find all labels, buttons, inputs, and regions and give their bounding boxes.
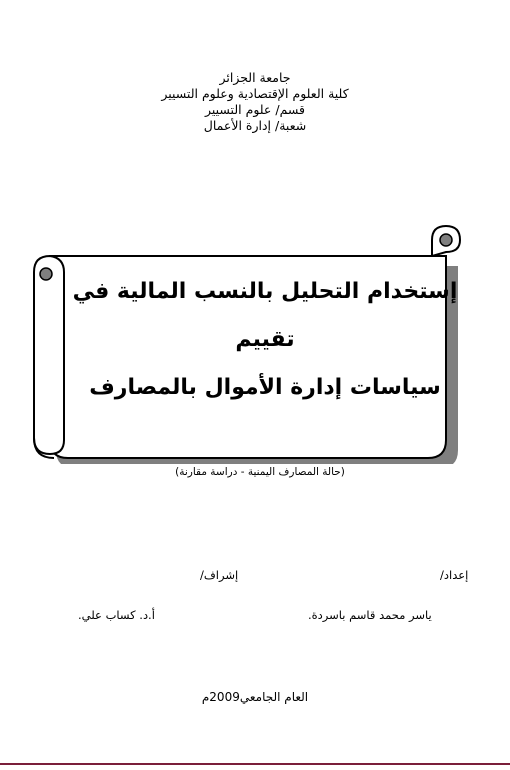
university-name: جامعة الجزائر [219, 70, 291, 85]
title-line-1: إستخدام التحليل بالنسب المالية في [72, 279, 458, 304]
author-name: ياسر محمد قاسم باسردة. [308, 608, 432, 622]
academic-year: العام الجامعي2009م [201, 690, 309, 704]
bottom-rule [0, 763, 510, 765]
case-study-subtitle: (حالة المصارف اليمنية - دراسة مقارنة) [175, 466, 345, 478]
institution-header [0, 70, 510, 134]
supervised-by-label: إشراف/ [200, 568, 239, 582]
title-line-2: تقييم [235, 327, 295, 352]
prepared-by-label: إعداد/ [440, 568, 469, 582]
department-name: قسم/ علوم التسيير [204, 102, 306, 117]
faculty-name: كلية العلوم الإقتصادية وعلوم التسيير [161, 86, 349, 101]
thesis-title [70, 268, 460, 412]
branch-name: شعبة/ إدارة الأعمال [203, 118, 307, 133]
supervisor-name: أ.د. كساب علي. [78, 608, 155, 622]
title-line-3: سياسات إدارة الأموال بالمصارف [89, 375, 441, 400]
